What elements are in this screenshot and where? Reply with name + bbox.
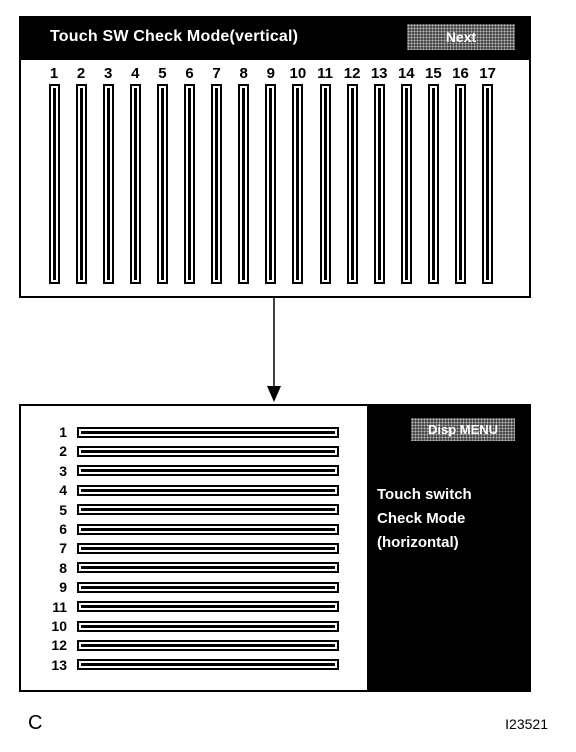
column-number: 5 [158, 65, 167, 82]
row-number: 3 [59, 462, 67, 479]
horizontal-touch-bar[interactable] [77, 446, 339, 457]
vertical-touch-bar[interactable] [292, 84, 303, 284]
column-number: 6 [185, 65, 194, 82]
horizontal-touch-bar[interactable] [77, 465, 339, 476]
down-arrow-icon [264, 298, 284, 406]
row-number: 10 [51, 618, 67, 634]
vertical-touch-bar[interactable] [320, 84, 331, 284]
horizontal-touch-bar[interactable] [77, 659, 339, 670]
column-number: 12 [343, 65, 361, 82]
vertical-touch-bar[interactable] [184, 84, 195, 284]
horizontal-touch-bar[interactable] [77, 582, 339, 593]
vertical-touch-bar[interactable] [157, 84, 168, 284]
column-number: 9 [266, 65, 275, 82]
vertical-touch-bar[interactable] [482, 84, 493, 284]
row-number: 11 [52, 598, 67, 615]
row-number: 2 [59, 443, 67, 460]
row-number: 5 [59, 501, 67, 518]
vertical-touch-bar[interactable] [238, 84, 249, 284]
column-number: 11 [317, 65, 333, 82]
vertical-touch-bar[interactable] [455, 84, 466, 284]
mode-label-line-3: (horizontal) [377, 534, 459, 551]
vertical-check-screen [19, 16, 531, 298]
vertical-touch-bar[interactable] [130, 84, 141, 284]
column-number: 14 [397, 65, 415, 82]
row-number: 6 [59, 521, 67, 537]
figure-code: I23521 [505, 716, 548, 732]
horizontal-touch-bar[interactable] [77, 601, 339, 612]
vertical-touch-bar[interactable] [76, 84, 87, 284]
row-number: 4 [59, 482, 67, 499]
column-number: 16 [452, 65, 469, 82]
horizontal-touch-bar[interactable] [77, 562, 339, 573]
vertical-touch-bar[interactable] [49, 84, 60, 284]
horizontal-touch-bar[interactable] [77, 621, 339, 632]
horizontal-touch-bar[interactable] [77, 524, 339, 535]
vertical-touch-bar[interactable] [103, 84, 114, 284]
mode-label-line-2: Check Mode [377, 510, 466, 527]
column-number: 15 [425, 65, 442, 82]
horizontal-touch-bar[interactable] [77, 640, 339, 651]
vertical-touch-bar[interactable] [347, 84, 358, 284]
column-number: 2 [76, 65, 86, 82]
vertical-touch-bar[interactable] [265, 84, 276, 284]
mode-label-line-1: Touch switch [377, 486, 472, 503]
column-number: 13 [370, 65, 388, 82]
column-number: 3 [104, 65, 113, 82]
figure-letter: C [28, 712, 43, 734]
row-number: 13 [51, 656, 67, 673]
disp-menu-button[interactable]: Disp MENU [411, 418, 515, 441]
column-number: 17 [479, 65, 496, 82]
horizontal-touch-bar[interactable] [77, 427, 339, 438]
vertical-touch-bar[interactable] [211, 84, 222, 284]
next-button[interactable]: Next [407, 24, 515, 50]
horizontal-touch-bar[interactable] [77, 504, 339, 515]
row-number: 12 [51, 637, 67, 654]
horizontal-touch-bar[interactable] [77, 543, 339, 554]
horizontal-touch-bar[interactable] [77, 485, 339, 496]
column-number: 8 [239, 65, 248, 82]
row-number: 9 [59, 579, 67, 596]
column-number: 10 [289, 65, 307, 82]
column-number: 1 [49, 65, 59, 82]
column-number: 7 [212, 65, 221, 82]
vertical-screen-header [21, 18, 529, 60]
column-number: 4 [131, 65, 140, 82]
horizontal-check-screen [19, 404, 531, 692]
vertical-touch-bar[interactable] [428, 84, 439, 284]
row-number: 7 [59, 540, 67, 557]
vertical-touch-bar[interactable] [401, 84, 412, 284]
vertical-screen-title: Touch SW Check Mode(vertical) [50, 28, 299, 45]
row-number: 8 [59, 559, 67, 576]
mode-side-pane [367, 406, 529, 690]
vertical-touch-bar[interactable] [374, 84, 385, 284]
row-number: 1 [59, 424, 67, 440]
